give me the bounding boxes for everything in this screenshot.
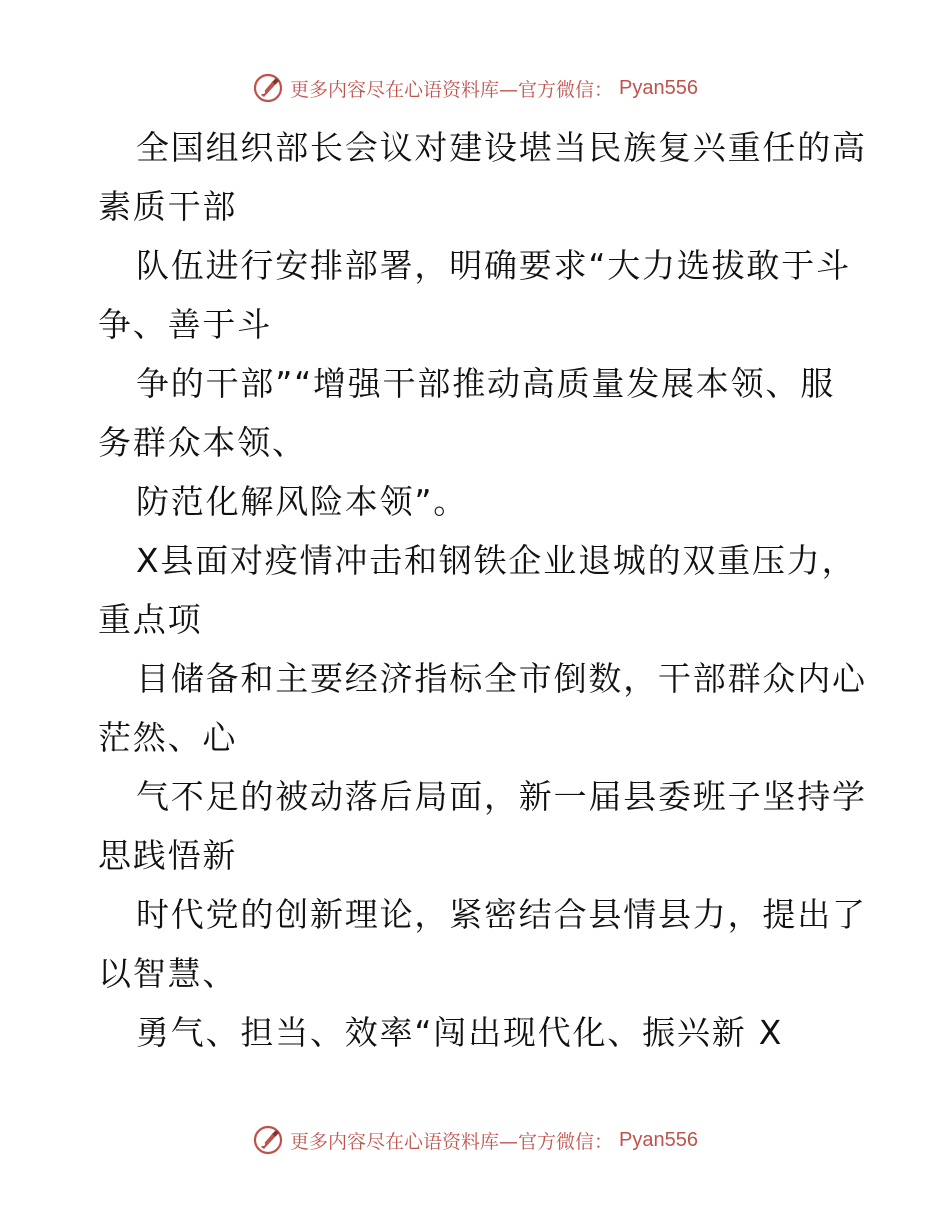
header-watermark	[0, 72, 950, 104]
text-line: 队伍进行安排部署，明确要求“大力选拔敢于斗	[136, 246, 851, 285]
footer-watermark	[0, 1124, 950, 1156]
text-line: 全国组织部长会议对建设堪当民族复兴重任的高	[136, 128, 867, 167]
text-line: 重点项	[98, 600, 203, 639]
text-line: 思践悟新	[98, 836, 238, 875]
pen-circle-icon	[252, 1124, 284, 1156]
pen-circle-icon	[252, 72, 284, 104]
watermark-wechat-id: Pyan556	[619, 76, 698, 99]
text-line: 争的干部”“增强干部推动高质量发展本领、服	[136, 364, 835, 403]
text-line: X县面对疫情冲击和钢铁企业退城的双重压力，	[136, 541, 857, 580]
watermark-wechat-id: Pyan556	[619, 1128, 698, 1151]
text-line: 时代党的创新理论，紧密结合县情县力，提出了	[136, 895, 867, 934]
text-line: 目储备和主要经济指标全市倒数，干部群众内心	[136, 659, 867, 698]
text-line: 勇气、担当、效率“闯出现代化、振兴新 X	[136, 1013, 784, 1052]
text-line: 气不足的被动落后局面，新一届县委班子坚持学	[136, 777, 867, 816]
text-line: 务群众本领、	[98, 423, 307, 462]
document-body	[98, 118, 867, 1062]
watermark-text: 更多内容尽在心语资料库—官方微信：	[290, 78, 614, 101]
watermark-text: 更多内容尽在心语资料库—官方微信：	[290, 1130, 614, 1153]
text-line: 防范化解风险本领”。	[136, 482, 469, 521]
text-line: 素质干部	[98, 187, 238, 226]
text-line: 以智慧、	[98, 954, 238, 993]
text-line: 争、善于斗	[98, 305, 272, 344]
text-line: 茫然、心	[98, 718, 238, 757]
